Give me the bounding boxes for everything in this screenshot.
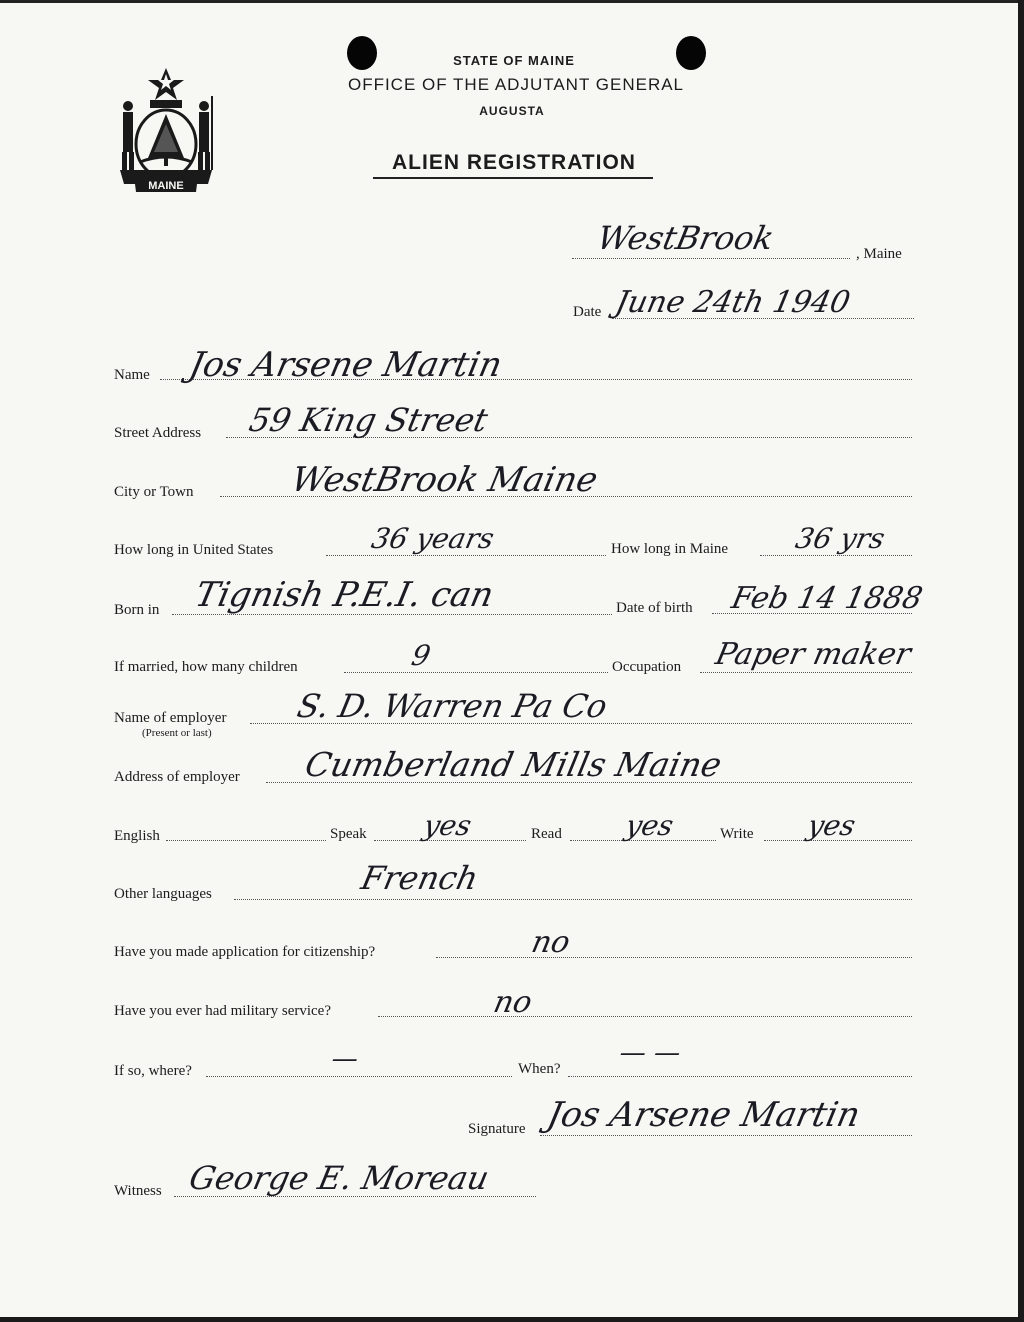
street-entry: 59 King Street: [245, 401, 492, 439]
city-town-label: City or Town: [114, 484, 194, 500]
citizenship-label: Have you made application for citizenship?: [114, 944, 376, 960]
where-line: [206, 1076, 512, 1077]
city-heading: AUGUSTA: [479, 104, 545, 118]
form-title: ALIEN REGISTRATION: [392, 151, 636, 174]
how-long-maine-line: [760, 555, 912, 556]
state-heading: STATE OF MAINE: [453, 53, 575, 68]
children-line: [344, 672, 608, 673]
other-languages-label: Other languages: [114, 886, 212, 902]
military-label: Have you ever had military service?: [114, 1003, 331, 1019]
signature-entry: Jos Arsene Martin: [543, 1095, 864, 1135]
town-line: [572, 258, 850, 259]
employer-label: Name of employer: [114, 710, 227, 726]
english-line: [166, 840, 326, 841]
occupation-label: Occupation: [612, 659, 682, 675]
employer-entry: S. D. Warren Pa Co: [293, 687, 611, 725]
when-label: When?: [518, 1061, 561, 1077]
citizenship-entry: no: [528, 925, 574, 960]
military-entry: no: [490, 985, 536, 1020]
born-in-entry: Tignish P.E.I. can: [191, 575, 498, 615]
how-long-maine-entry: 36 yrs: [792, 522, 888, 555]
where-label: If so, where?: [114, 1063, 192, 1079]
read-entry: yes: [622, 809, 677, 842]
when-line: [568, 1076, 912, 1077]
date-entry: June 24th 1940: [612, 285, 854, 320]
maine-label: , Maine: [856, 246, 902, 262]
witness-entry: George E. Moreau: [185, 1159, 493, 1197]
town-entry: WestBrook: [593, 219, 778, 257]
witness-label: Witness: [114, 1183, 162, 1199]
when-entry: — —: [616, 1038, 684, 1068]
write-label: Write: [720, 826, 754, 842]
english-label: English: [114, 828, 160, 844]
name-entry: Jos Arsene Martin: [185, 345, 506, 385]
occupation-entry: Paper maker: [712, 637, 914, 672]
date-of-birth-entry: Feb 14 1888: [728, 581, 926, 616]
office-heading: OFFICE OF THE ADJUTANT GENERAL: [347, 75, 685, 94]
children-label: If married, how many children: [114, 659, 298, 675]
employer-address-entry: Cumberland Mills Maine: [301, 745, 726, 784]
write-entry: yes: [804, 809, 859, 842]
page-border-bottom: [0, 1317, 1024, 1322]
other-languages-line: [234, 899, 912, 900]
seal-text: MAINE: [148, 180, 184, 192]
where-entry: —: [328, 1044, 362, 1074]
occupation-line: [700, 672, 912, 673]
title-underline: [373, 177, 653, 179]
city-town-entry: WestBrook Maine: [287, 460, 602, 500]
military-line: [378, 1016, 912, 1017]
name-label: Name: [114, 367, 150, 383]
employer-address-label: Address of employer: [114, 769, 240, 785]
read-label: Read: [531, 826, 562, 842]
how-long-maine-label: How long in Maine: [611, 541, 729, 557]
page-border-right: [1018, 0, 1024, 1322]
born-in-label: Born in: [114, 602, 160, 618]
page-border-top: [0, 0, 1024, 3]
signature-line: [540, 1135, 912, 1136]
how-long-us-line: [326, 555, 606, 556]
employer-note: (Present or last): [142, 727, 212, 739]
speak-entry: yes: [420, 809, 475, 842]
how-long-us-label: How long in United States: [114, 542, 274, 558]
how-long-us-entry: 36 years: [368, 522, 497, 555]
street-label: Street Address: [114, 425, 202, 441]
other-languages-entry: French: [357, 859, 482, 897]
speak-label: Speak: [330, 826, 367, 842]
date-of-birth-label: Date of birth: [616, 600, 693, 616]
signature-label: Signature: [468, 1121, 526, 1137]
citizenship-line: [436, 957, 912, 958]
children-entry: 9: [408, 639, 434, 672]
date-label: Date: [573, 304, 602, 320]
